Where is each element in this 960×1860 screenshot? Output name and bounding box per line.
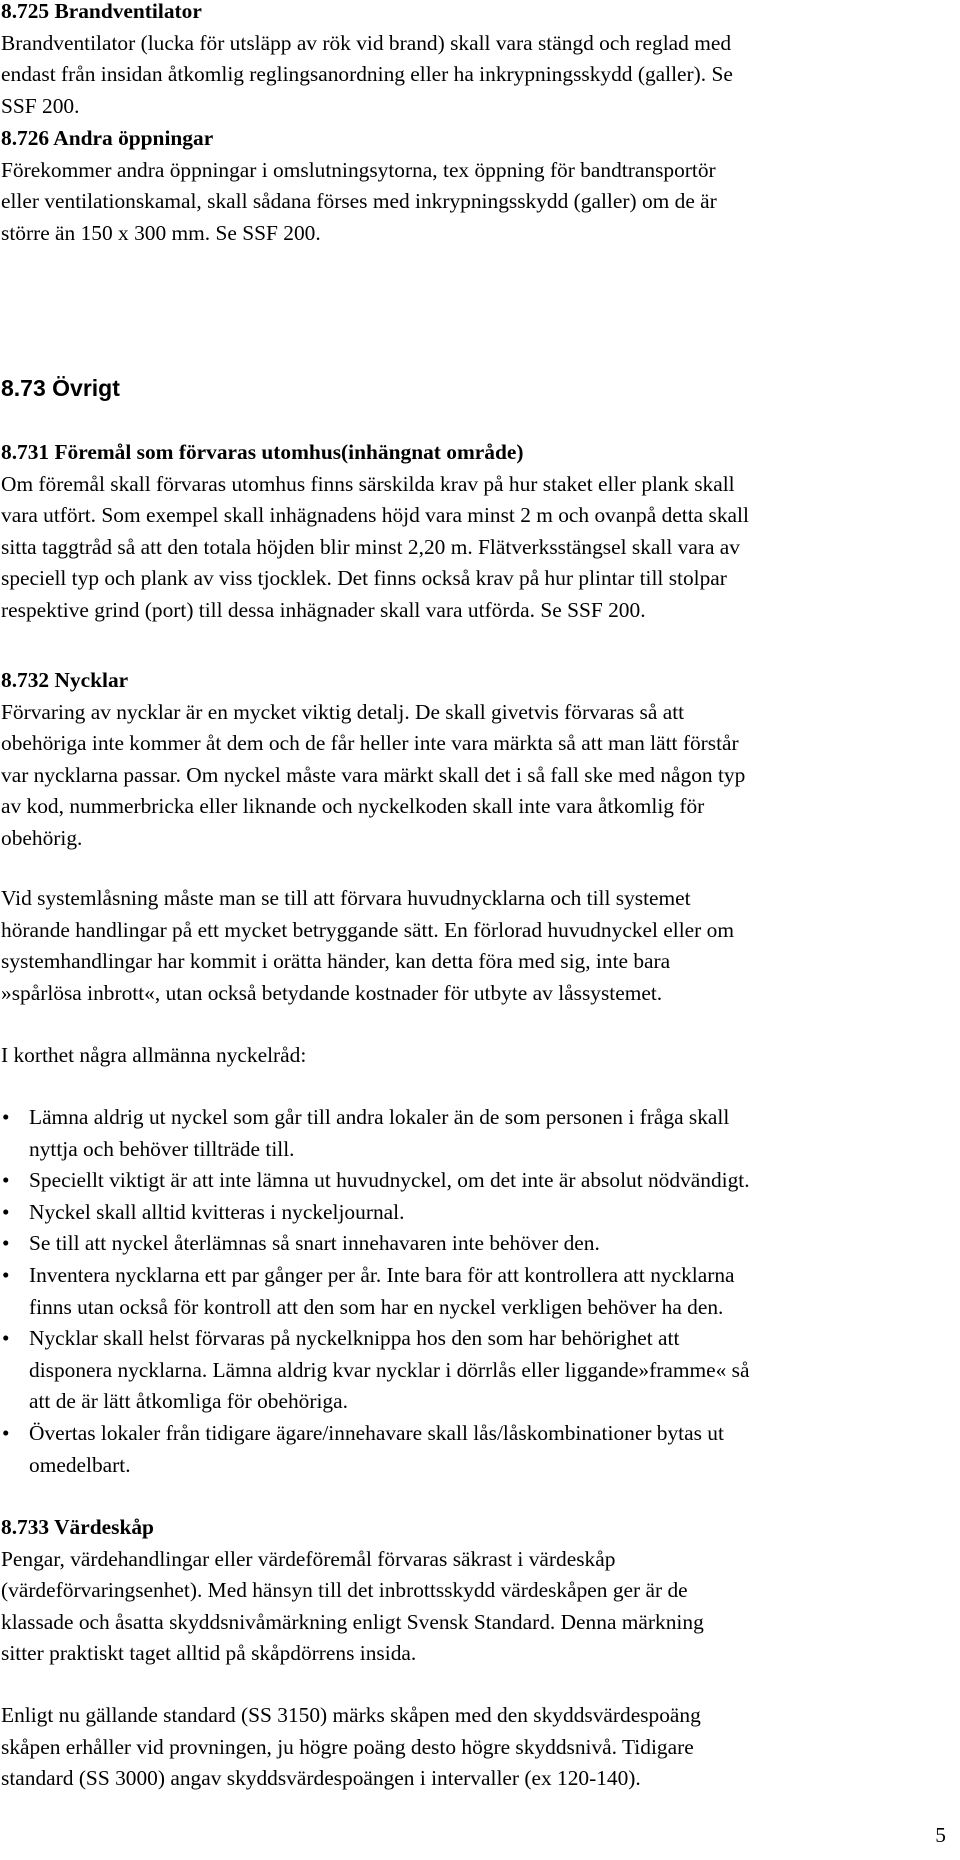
list-item: • Nycklar skall helst förvaras på nyckelknippa hos den som har behörighet att disponera nycklarna. Lämna aldrig kvar nycklar i dörrlås eller liggande»framme« så att de är lätt åtkomliga för obehöriga.	[1, 1323, 949, 1418]
page-number: 5	[935, 1823, 946, 1847]
key-advice-intro: I korthet några allmänna nyckelråd:	[1, 1043, 307, 1067]
section-8726	[1, 123, 949, 249]
section-8731	[1, 437, 949, 627]
text-line: obehörig.	[1, 825, 83, 850]
section-heading: 8.726 Andra öppningar	[1, 126, 214, 150]
text-line: större än 150 x 300 mm. Se SSF 200.	[1, 220, 321, 245]
text-line: Pengar, värdehandlingar eller värdeföremål förvaras säkrast i värdeskåp	[1, 1546, 616, 1571]
text-line: sitta taggtråd så att den totala höjden blir minst 2,20 m. Flätverksstängsel skall vara av	[1, 534, 741, 559]
text-line: klassade och åsatta skyddsnivåmärkning enligt Svensk Standard. Denna märkning	[1, 1609, 704, 1634]
text-line: speciell typ och plank av viss tjocklek. Det finns också krav på hur plintar till stolpar	[1, 566, 727, 591]
text-line: sitter praktiskt taget alltid på skåpdörrens insida.	[1, 1641, 417, 1666]
section-8733	[1, 1512, 949, 1670]
paragraph-standard	[1, 1700, 949, 1795]
text-line: var nycklarna passar. Om nyckel måste vara märkt skall det i så fall ske med någon typ	[1, 762, 746, 787]
text-line: Förekommer andra öppningar i omslutningsytorna, tex öppning för bandtransportör	[1, 157, 716, 182]
text-line: respektive grind (port) till dessa inhägnader skall vara utförda. Se SSF 200.	[1, 597, 646, 622]
list-item: • Nyckel skall alltid kvitteras i nyckeljournal.	[1, 1197, 949, 1229]
text-line: skåpen erhåller vid provningen, ju högre poäng desto högre skyddsnivå. Tidigare	[1, 1734, 694, 1759]
section-heading: 8.725 Brandventilator	[1, 0, 202, 23]
chapter-heading-873: 8.73 Övrigt	[1, 375, 120, 401]
text-line: vara utfört. Som exempel skall inhägnadens höjd vara minst 2 m och ovanpå detta skall	[1, 503, 749, 528]
section-heading: 8.732 Nycklar	[1, 668, 129, 692]
section-heading: 8.731 Föremål som förvaras utomhus(inhängnat område)	[1, 440, 524, 464]
list-item: • Se till att nyckel återlämnas så snart innehavaren inte behöver den.	[1, 1228, 949, 1260]
key-advice-list	[1, 1102, 949, 1481]
text-line: Brandventilator (lucka för utsläpp av rök vid brand) skall vara stängd och reglad med	[1, 30, 732, 55]
text-line: standard (SS 3000) angav skyddsvärdespoängen i intervaller (ex 120-140).	[1, 1766, 641, 1791]
text-line: Vid systemlåsning måste man se till att förvara huvudnycklarna och till systemet	[1, 886, 691, 910]
text-line: (värdeförvaringsenhet). Med hänsyn till det inbrottsskydd värdeskåpen ger är de	[1, 1578, 688, 1603]
list-item: • Övertas lokaler från tidigare ägare/innehavare skall lås/låskombinationer bytas ut omedelbart.	[1, 1418, 949, 1481]
text-line: SSF 200.	[1, 93, 80, 118]
list-item: • Lämna aldrig ut nyckel som går till andra lokaler än de som personen i fråga skall nyttja och behöver tillträde till.	[1, 1102, 949, 1165]
text-line: »spårlösa inbrott«, utan också betydande kostnader för utbyte av låssystemet.	[1, 980, 663, 1005]
list-item: • Inventera nycklarna ett par gånger per år. Inte bara för att kontrollera att nycklarna finns utan också för kontroll att den som har en nyckel verkligen behöver ha den.	[1, 1260, 949, 1323]
section-8725	[1, 0, 949, 122]
text-line: systemhandlingar har kommit i orätta händer, kan detta föra med sig, inte bara	[1, 949, 671, 974]
text-line: eller ventilationskamal, skall sådana förses med inkrypningsskydd (galler) om de är	[1, 189, 717, 214]
text-line: Om föremål skall förvaras utomhus finns särskilda krav på hur staket eller plank skall	[1, 471, 735, 496]
text-line: hörande handlingar på ett mycket betryggande sätt. En förlorad huvudnyckel eller om	[1, 917, 734, 942]
section-heading: 8.733 Värdeskåp	[1, 1515, 154, 1539]
paragraph-systemlasning	[1, 883, 949, 1009]
text-line: obehöriga inte kommer åt dem och de får heller inte vara märkta så att man lätt förstår	[1, 731, 739, 756]
text-line: Enligt nu gällande standard (SS 3150) märks skåpen med den skyddsvärdespoäng	[1, 1703, 701, 1727]
text-line: av kod, nummerbricka eller liknande och nyckelkoden skall inte vara åtkomlig för	[1, 794, 705, 819]
list-item: • Speciellt viktigt är att inte lämna ut huvudnyckel, om det inte är absolut nödvändigt.	[1, 1165, 949, 1197]
text-line: Förvaring av nycklar är en mycket viktig detalj. De skall givetvis förvaras så att	[1, 699, 685, 724]
section-8732	[1, 665, 949, 855]
text-line: endast från insidan åtkomlig reglingsanordning eller ha inkrypningsskydd (galler). Se	[1, 62, 733, 87]
